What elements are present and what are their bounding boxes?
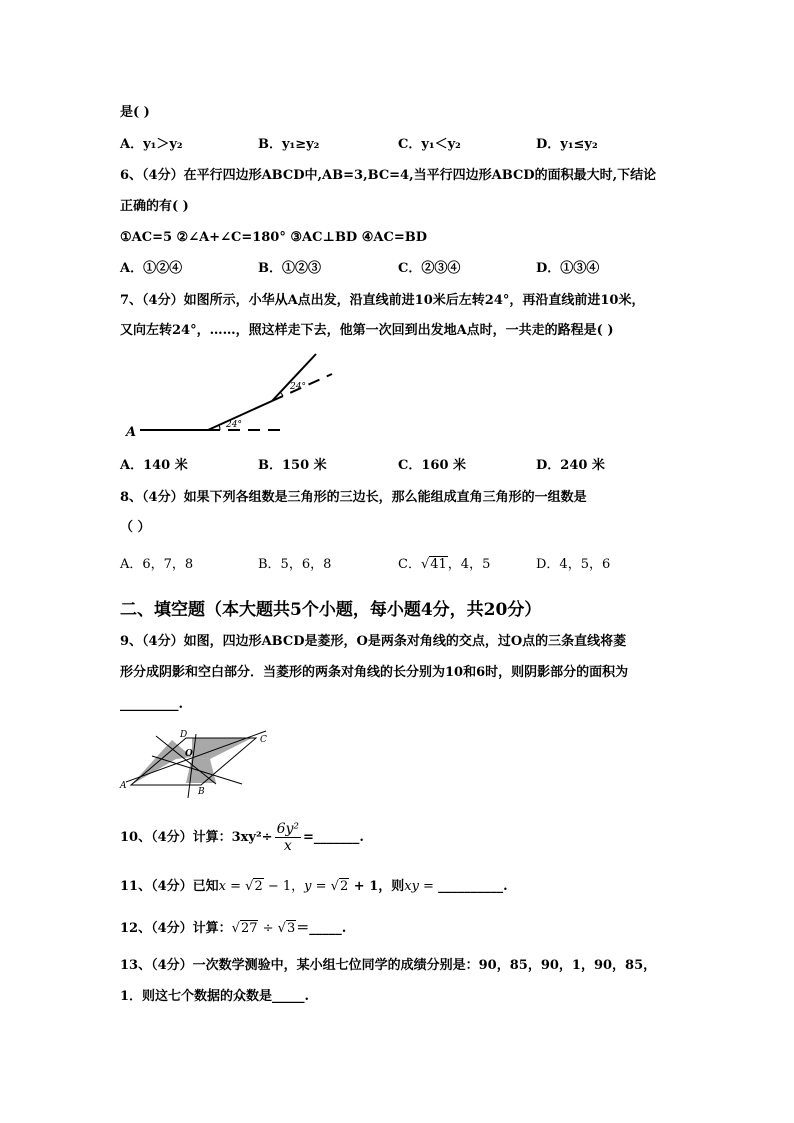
q11-x-rest: − 1， [263,879,305,894]
q8-option-a: A．6，7，8 [120,557,194,572]
q12-divide: ÷ [258,921,278,936]
q7-option-c: C．160 米 [398,458,467,473]
q9-label-o: O [185,749,193,759]
q8-line2: （ ） [120,520,151,535]
q9-line2: 形分成阴影和空白部分．当菱形的两条对角线的长分别为10和6时，则阴影部分的面积为 [120,665,629,680]
q10-line [120,820,364,856]
q12-radicand-1: 27 [240,921,258,936]
q9-line1: 9、（4分）如图，四边形ABCD是菱形，O是两条对角线的交点，过O点的三条直线将菱 [120,634,627,649]
q12-sqrt-1: √27 [231,921,258,936]
q11-prefix: 11、（4分）已知 [120,879,219,894]
q5-option-d: D．y₁≤y₂ [536,137,598,152]
q6-option-a: A．①②④ [120,261,183,276]
q6-line1: 6、（4分）在平行四边形ABCD中,AB=3,BC=4,当平行四边形ABCD的面积最大时,下结论 [120,168,657,183]
q9-label-d: D [180,730,188,740]
q6-option-b: B．①②③ [258,261,321,276]
q8-option-c [398,556,490,574]
q11-x-radicand: 2 [254,879,263,894]
q10-fraction [275,821,301,854]
q7-path-figure [120,348,340,444]
q10-prefix: 10、（4分）计算：3xy²÷ [120,830,273,845]
q12-suffix: ＝_____. [296,921,347,936]
q13-line1: 13、（4分）一次数学测验中，某小组七位同学的成绩分别是：90，85，90，1，90，85， [120,958,657,973]
q8-sqrt: √41 [420,557,447,572]
q7-line1: 7、（4分）如图所示，小华从A点出发，沿直线前进10米后左转24°，再沿直线前进10米， [120,293,645,308]
q9-rhombus-figure [116,726,276,798]
q8-option-c-label: C． [398,557,421,572]
q11-x-sqrt: √2 [245,879,263,894]
q8-option-c-rest: ，4，5 [447,557,491,572]
q9-shaded-region-left [131,740,192,785]
q6-line3: ①AC=5 ②∠A+∠C=180° ③AC⊥BD ④AC=BD [120,230,427,245]
q6-line2: 正确的有( ) [120,199,189,214]
q8-sqrt-radicand: 41 [430,557,447,572]
q13-line2: 1．则这七个数据的众数是_____. [120,989,310,1004]
q8-line1: 8、（4分）如果下列各组数是三角形的三边长，那么能组成直角三角形的一组数是 [120,490,587,505]
q7-option-a: A．140 米 [120,458,188,473]
q11-y-radicand: 2 [339,879,349,894]
q7-option-b: B．150 米 [258,458,327,473]
q8-option-b: B．5，6，8 [258,557,332,572]
q7-option-d: D．240 米 [536,458,605,473]
q7-angle-label-1: 24° [226,420,242,430]
section-2-title: 二、填空题（本大题共5个小题，每小题4分，共20分） [120,600,542,620]
q7-line2: 又向左转24°，……，照这样走下去，他第一次回到出发地A点时，一共走的路程是( ) [120,323,614,338]
q11-suffix: __________. [438,879,508,894]
q11-xy: xy = [404,879,439,894]
q11-y-sqrt: √2 [330,879,349,894]
q12-prefix: 12、（4分）计算： [120,921,232,936]
q7-angle-arc-2 [280,392,283,396]
q11-y-part: y = [304,879,331,894]
q5-option-b: B．y₁≥y₂ [258,137,320,152]
q12-line [120,920,346,938]
q5-option-c: C．y₁＜y₂ [398,137,461,152]
q9-label-a: A [120,781,127,791]
q10-denominator: x [283,838,292,854]
q5-tail: 是( ) [120,105,150,120]
q10-numerator: 6y² [276,821,300,837]
q9-label-c: C [260,735,267,745]
q7-point-a-label: A [126,425,137,440]
q8-option-d: D．4，5，6 [536,557,611,572]
q6-option-d: D．①③④ [536,261,600,276]
q12-radicand-2: 3 [286,921,296,936]
q11-y-rest: + 1，则 [349,879,405,894]
q10-suffix: =_______. [303,830,364,845]
q5-option-a: A．y₁＞y₂ [120,137,183,152]
q9-line3: _________. [120,697,184,712]
q7-angle-label-2: 24° [290,382,306,392]
q6-option-c: C．②③④ [398,261,461,276]
q11-line [120,878,508,896]
q9-label-b: B [198,787,205,797]
q7-segment-3 [272,354,316,401]
q12-sqrt-2: √3 [277,921,296,936]
q11-x-part: x = [218,879,246,894]
